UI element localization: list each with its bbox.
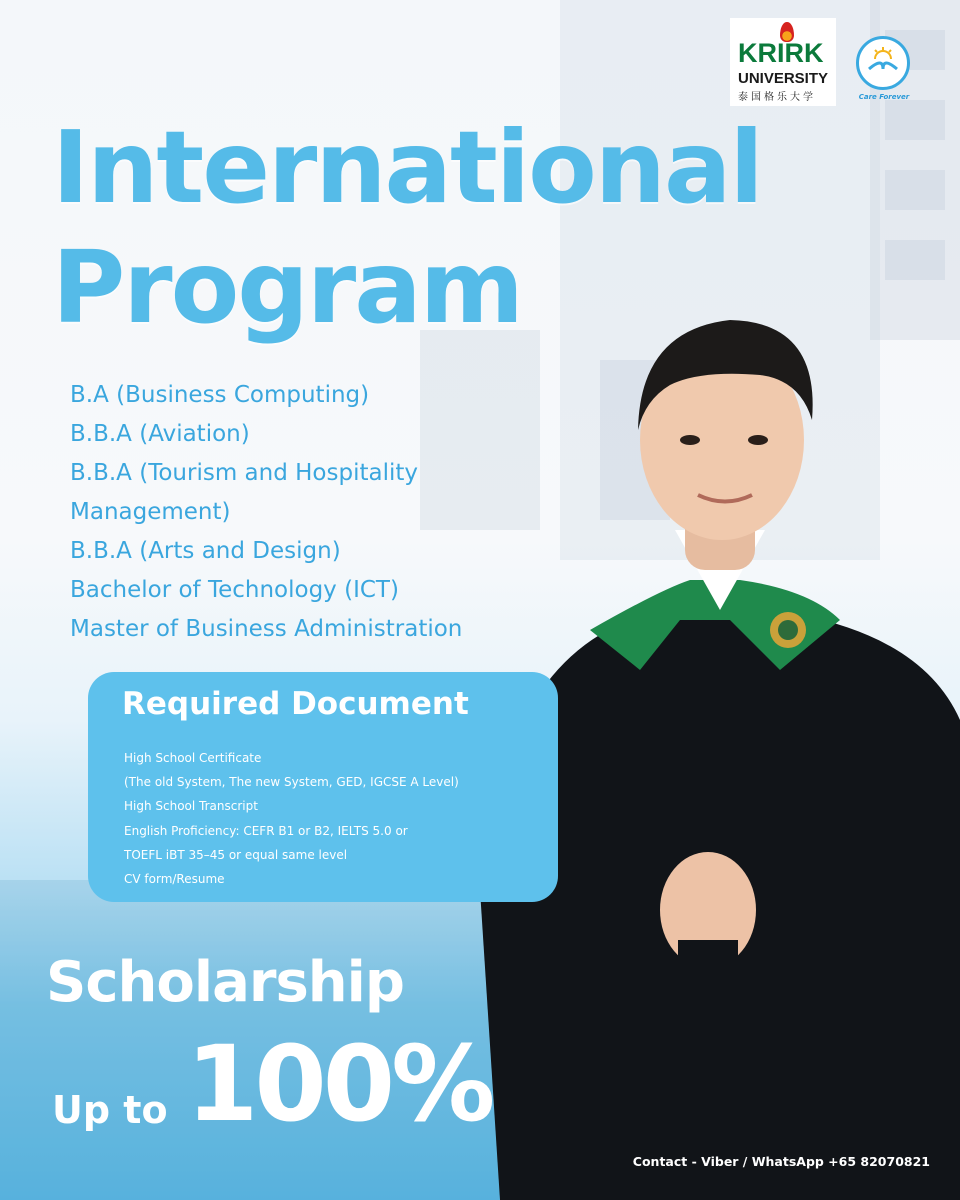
care-tagline: Care Forever <box>858 93 910 101</box>
title-line-program: Program <box>52 229 522 346</box>
care-emblem-icon <box>856 36 910 90</box>
document-item: (The old System, The new System, GED, IGCSE A Level) <box>124 775 459 790</box>
krirk-university-logo <box>730 18 836 106</box>
document-item: High School Transcript <box>124 799 258 814</box>
document-item: English Proficiency: CEFR B1 or B2, IELTS 5.0 or <box>124 823 408 838</box>
required-document-title: Required Document <box>122 686 469 722</box>
scholarship-up-to: Up to <box>52 1088 168 1132</box>
book-sun-icon <box>859 39 907 87</box>
program-item: B.B.A (Tourism and Hospitality <box>70 460 418 486</box>
krirk-logo-word: KRIRK <box>738 38 824 68</box>
program-item: Master of Business Administration <box>70 616 463 642</box>
required-document-card <box>88 672 558 902</box>
title-line-international: International <box>52 109 762 226</box>
krirk-logo-chinese: 泰国格乐大学 <box>738 92 816 103</box>
program-item: Management) <box>70 499 231 525</box>
program-item: B.B.A (Aviation) <box>70 421 250 447</box>
krirk-logo-university: UNIVERSITY <box>738 70 829 87</box>
program-item: Bachelor of Technology (ICT) <box>70 577 399 603</box>
care-forever-logo <box>852 36 916 100</box>
required-document-list <box>124 746 524 891</box>
scholarship-label: Scholarship <box>46 950 404 1015</box>
contact-info: Contact - Viber / WhatsApp +65 82070821 <box>632 1154 930 1169</box>
document-item: CV form/Resume <box>124 872 225 887</box>
program-item: B.B.A (Arts and Design) <box>70 538 341 564</box>
program-item: B.A (Business Computing) <box>70 382 370 408</box>
scholarship-percent: 100% <box>186 1023 492 1145</box>
document-item: TOEFL iBT 35–45 or equal same level <box>124 847 348 862</box>
document-item: High School Certificate <box>124 751 262 765</box>
